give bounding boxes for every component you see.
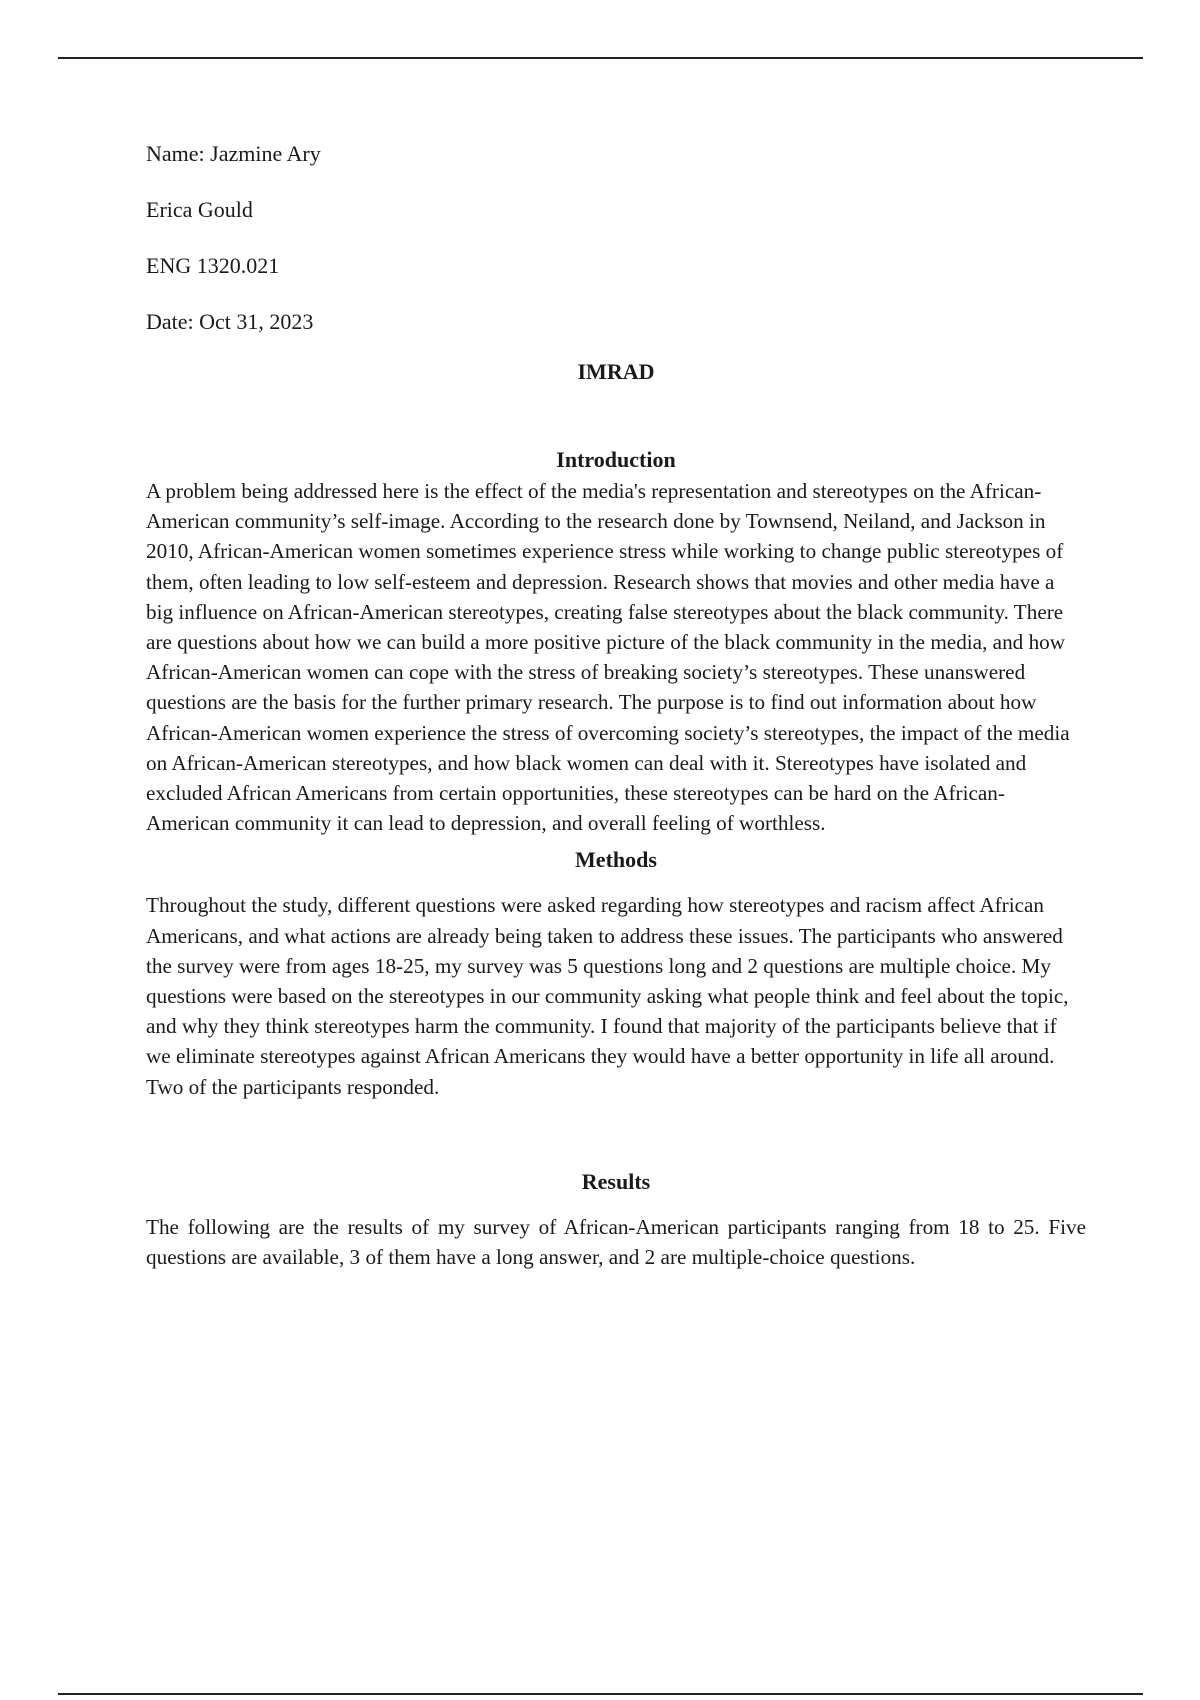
document-page xyxy=(146,140,1086,1272)
results-paragraph: The following are the results of my survey of African-American participants ranging from 18 to 25. Five questions are available, 3 of them have a long answer, and 2 are multiple-choice questions. xyxy=(146,1214,1086,1270)
results-heading: Results xyxy=(581,1168,651,1194)
course-code: ENG 1320.021 xyxy=(146,253,280,278)
methods-paragraph: Throughout the study, different questions were asked regarding how stereotypes and racism affect African Americans, and what actions are already being taken to address these issues. The participants who answered the survey were from ages 18-25, my survey was 5 questions long and 2 questions are multiple choice. My questions were based on the stereotypes in our community asking what people think and feel about the topic, and why they think stereotypes harm the community. I found that majority of the participants believe that if we eliminate stereotypes against African Americans they would have a better opportunity in life all around. Two of the participants responded. xyxy=(146,893,1069,1099)
introduction-heading: Introduction xyxy=(556,447,676,472)
top-rule xyxy=(58,57,1143,59)
introduction-paragraph: A problem being addressed here is the effect of the media's representation and stereotypes on the African-American community’s self-image. According to the research done by Townsend, Neiland, and Jackson in 2010, African-American women sometimes experience stress while working to change public stereotypes of them, often leading to low self-esteem and depression. Research shows that movies and other media have a big influence on African-American stereotypes, creating false stereotypes about the black community. There are questions about how we can build a more positive picture of the black community in the media, and how African-American women can cope with the stress of breaking society’s stereotypes. These unanswered questions are the basis for the further primary research. The purpose is to find out information about how African-American women experience the stress of overcoming society’s stereotypes, the impact of the media on African-American stereotypes, and how black women can deal with it. Stereotypes have isolated and excluded African Americans from certain opportunities, these stereotypes can be hard on the African-American community it can lead to depression, and overall feeling of worthless. xyxy=(146,479,1070,836)
bottom-rule xyxy=(58,1693,1143,1695)
date-line: Date: Oct 31, 2023 xyxy=(146,309,314,334)
student-name: Name: Jazmine Ary xyxy=(146,141,321,166)
methods-heading: Methods xyxy=(575,847,657,873)
instructor-name: Erica Gould xyxy=(146,197,253,222)
document-title: IMRAD xyxy=(577,359,655,384)
